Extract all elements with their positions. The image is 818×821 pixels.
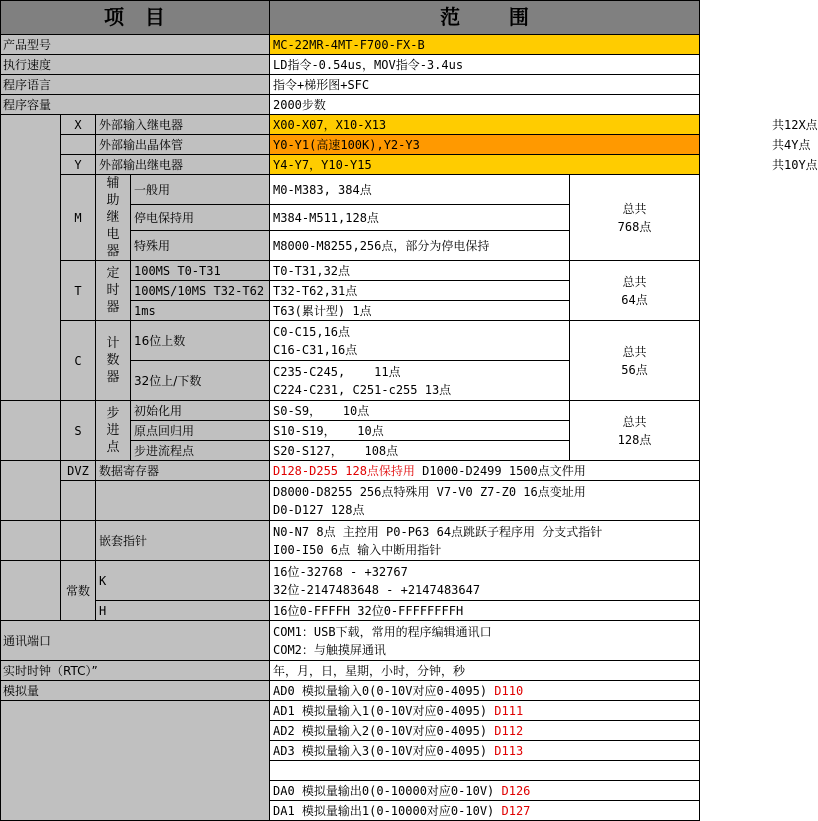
c-label-16bit: 16位上数: [131, 321, 270, 361]
io-range: Y0-Y1(高速100K),Y2-Y3: [273, 137, 420, 152]
dvz-code: DVZ: [61, 461, 96, 481]
total-count: 768点: [617, 219, 652, 234]
dvz-retentive-range: D128-D255 128点保持用: [273, 463, 415, 478]
row-label-speed: 执行速度: [0, 55, 270, 75]
m-label-general: 一般用: [131, 175, 270, 205]
char: 继: [106, 210, 120, 225]
analog-row: [270, 801, 700, 821]
t-label-10ms: 100MS/10MS T32-T62: [131, 281, 270, 301]
analog-row: [270, 721, 700, 741]
line: D0-D127 128点: [273, 502, 365, 517]
io-count: 共4Y点: [772, 137, 811, 152]
header-item: 项 目: [0, 0, 270, 35]
constant-h-value: 16位0-FFFFH 32位0-FFFFFFFFH: [270, 601, 700, 621]
constant-k-value: [270, 561, 700, 601]
analog-row: [270, 781, 700, 801]
analog-register: D111: [494, 703, 524, 718]
total-label: 总共: [622, 344, 647, 359]
header-range: 范 围: [270, 0, 700, 35]
line: C224-C231, C251-c255 13点: [273, 382, 452, 397]
io-code-x: X: [61, 115, 96, 135]
line: D8000-D8255 256点特殊用 V7-V0 Z7-Z0 16点变址用: [273, 484, 586, 499]
m-code: M: [61, 175, 96, 261]
dvz-value-1: [270, 461, 700, 481]
dvz-value-2: [270, 481, 700, 521]
t-group-label: [96, 261, 131, 321]
total-count: 64点: [621, 292, 648, 307]
io-code-yt: [61, 135, 96, 155]
c-total: [570, 321, 700, 401]
analog-desc: DA0 模拟量输出0(0-10000对应0-10V): [273, 783, 502, 798]
line: COM1：USB下载，常用的程序编辑通讯口: [273, 624, 492, 639]
row-label-capacity: 程序容量: [0, 95, 270, 115]
row-value-capacity: 2000步数: [270, 95, 700, 115]
char: 计: [106, 336, 120, 351]
m-group-label: [96, 175, 131, 261]
io-range: Y4-Y7，Y10-Y15: [273, 157, 372, 172]
s-value-step: S20-S127， 108点: [270, 441, 570, 461]
dvz-file-range: D1000-D2499 1500点文件用: [414, 463, 586, 478]
t-total: [570, 261, 700, 321]
analog-register: D110: [494, 683, 524, 698]
char: 助: [106, 193, 120, 208]
pointer-value: [270, 521, 700, 561]
analog-left-blank: [0, 701, 270, 821]
line: C235-C245, 11点: [273, 364, 401, 379]
s-value-init: S0-S9， 10点: [270, 401, 570, 421]
analog-row: [270, 741, 700, 761]
s-label-step: 步进流程点: [131, 441, 270, 461]
t-value-1ms: T63(累计型) 1点: [270, 301, 570, 321]
char: 器: [106, 300, 120, 315]
dvz-left: [0, 461, 61, 521]
io-count: 共10Y点: [772, 157, 818, 172]
total-label: 总共: [622, 274, 647, 289]
row-label-model: 产品型号: [0, 35, 270, 55]
c-value-32bit: [270, 361, 570, 401]
t-label-1ms: 1ms: [131, 301, 270, 321]
line: 32位-2147483648 - +2147483647: [273, 582, 481, 597]
pointer-left: [0, 521, 61, 561]
comm-label: 通讯端口: [0, 621, 270, 661]
constant-k-label: K: [96, 561, 270, 601]
m-total: [570, 175, 700, 261]
s-total: [570, 401, 700, 461]
total-label: 总共: [622, 201, 647, 216]
io-code-y: Y: [61, 155, 96, 175]
io-value-x: [270, 115, 818, 135]
char: 进: [106, 423, 120, 438]
analog-label: 模拟量: [0, 681, 270, 701]
device-section-left: [0, 115, 61, 461]
analog-desc: AD2 模拟量输入2(0-10V对应0-4095): [273, 723, 495, 738]
analog-desc: DA1 模拟量输出1(0-10000对应0-10V): [273, 803, 502, 818]
dvz-code-blank: [61, 481, 96, 521]
t-value-10ms: T32-T62,31点: [270, 281, 570, 301]
m-value-special: M8000-M8255,256点，部分为停电保持: [270, 231, 570, 261]
constant-left: [0, 561, 61, 621]
m-label-retentive: 停电保持用: [131, 205, 270, 231]
m-value-general: M0-M383, 384点: [270, 175, 570, 205]
s-label-home: 原点回归用: [131, 421, 270, 441]
char: 时: [106, 283, 120, 298]
io-label-x: 外部输入继电器: [96, 115, 270, 135]
io-label-yt: 外部输出晶体管: [96, 135, 270, 155]
t-value-100ms: T0-T31,32点: [270, 261, 570, 281]
analog-row: [270, 701, 700, 721]
line: I00-I50 6点 输入中断用指针: [273, 542, 442, 557]
line: 16位-32768 - +32767: [273, 564, 408, 579]
line: COM2：与触摸屏通讯: [273, 642, 386, 657]
t-code: T: [61, 261, 96, 321]
char: 辅: [106, 176, 120, 191]
pointer-label: 嵌套指针: [96, 521, 270, 561]
total-count: 128点: [617, 432, 652, 447]
row-value-speed: LD指令-0.54us，MOV指令-3.4us: [270, 55, 700, 75]
char: 器: [106, 244, 120, 259]
c-value-16bit: [270, 321, 570, 361]
io-value-yt: [270, 135, 811, 155]
m-label-special: 特殊用: [131, 231, 270, 261]
char: 点: [106, 440, 120, 455]
c-label-32bit: 32位上/下数: [131, 361, 270, 401]
char: 电: [106, 227, 120, 242]
analog-row-blank: [270, 761, 700, 781]
s-code: S: [61, 401, 96, 461]
s-group-label: [96, 401, 131, 461]
rtc-value: 年，月，日，星期，小时，分钟，秒: [270, 661, 700, 681]
analog-row: [270, 681, 700, 701]
s-value-home: S10-S19， 10点: [270, 421, 570, 441]
char: 器: [106, 370, 120, 385]
io-value-y: [270, 155, 818, 175]
io-count: 共12X点: [772, 117, 818, 132]
total-count: 56点: [621, 362, 648, 377]
comm-value: [270, 621, 700, 661]
s-label-init: 初始化用: [131, 401, 270, 421]
constant-h-label: H: [96, 601, 270, 621]
analog-desc: AD0 模拟量输入0(0-10V对应0-4095): [273, 683, 495, 698]
rtc-label: 实时时钟（RTC）”: [0, 661, 270, 681]
row-value-model: MC-22MR-4MT-F700-FX-B: [270, 35, 700, 55]
analog-register: D113: [494, 743, 524, 758]
char: 定: [106, 266, 120, 281]
io-range: X00-X07，X10-X13: [273, 117, 387, 132]
line: C0-C15,16点: [273, 324, 351, 339]
char: 步: [106, 406, 120, 421]
t-label-100ms: 100MS T0-T31: [131, 261, 270, 281]
io-label-y: 外部输出继电器: [96, 155, 270, 175]
c-code: C: [61, 321, 96, 401]
row-value-language: 指令+梯形图+SFC: [270, 75, 700, 95]
analog-desc: AD3 模拟量输入3(0-10V对应0-4095): [273, 743, 495, 758]
c-group-label: [96, 321, 131, 401]
row-label-language: 程序语言: [0, 75, 270, 95]
line: N0-N7 8点 主控用 P0-P63 64点跳跃子程序用 分支式指针: [273, 524, 603, 539]
analog-register: D112: [494, 723, 524, 738]
dvz-label: 数据寄存器: [96, 461, 270, 481]
constant-label: 常数: [61, 561, 96, 621]
char: 数: [106, 353, 120, 368]
total-label: 总共: [622, 414, 647, 429]
pointer-code: [61, 521, 96, 561]
analog-desc: AD1 模拟量输入1(0-10V对应0-4095): [273, 703, 495, 718]
line: C16-C31,16点: [273, 342, 358, 357]
m-value-retentive: M384-M511,128点: [270, 205, 570, 231]
dvz-label-blank: [96, 481, 270, 521]
c-left: [0, 321, 61, 401]
analog-register: D127: [501, 803, 531, 818]
analog-register: D126: [501, 783, 531, 798]
